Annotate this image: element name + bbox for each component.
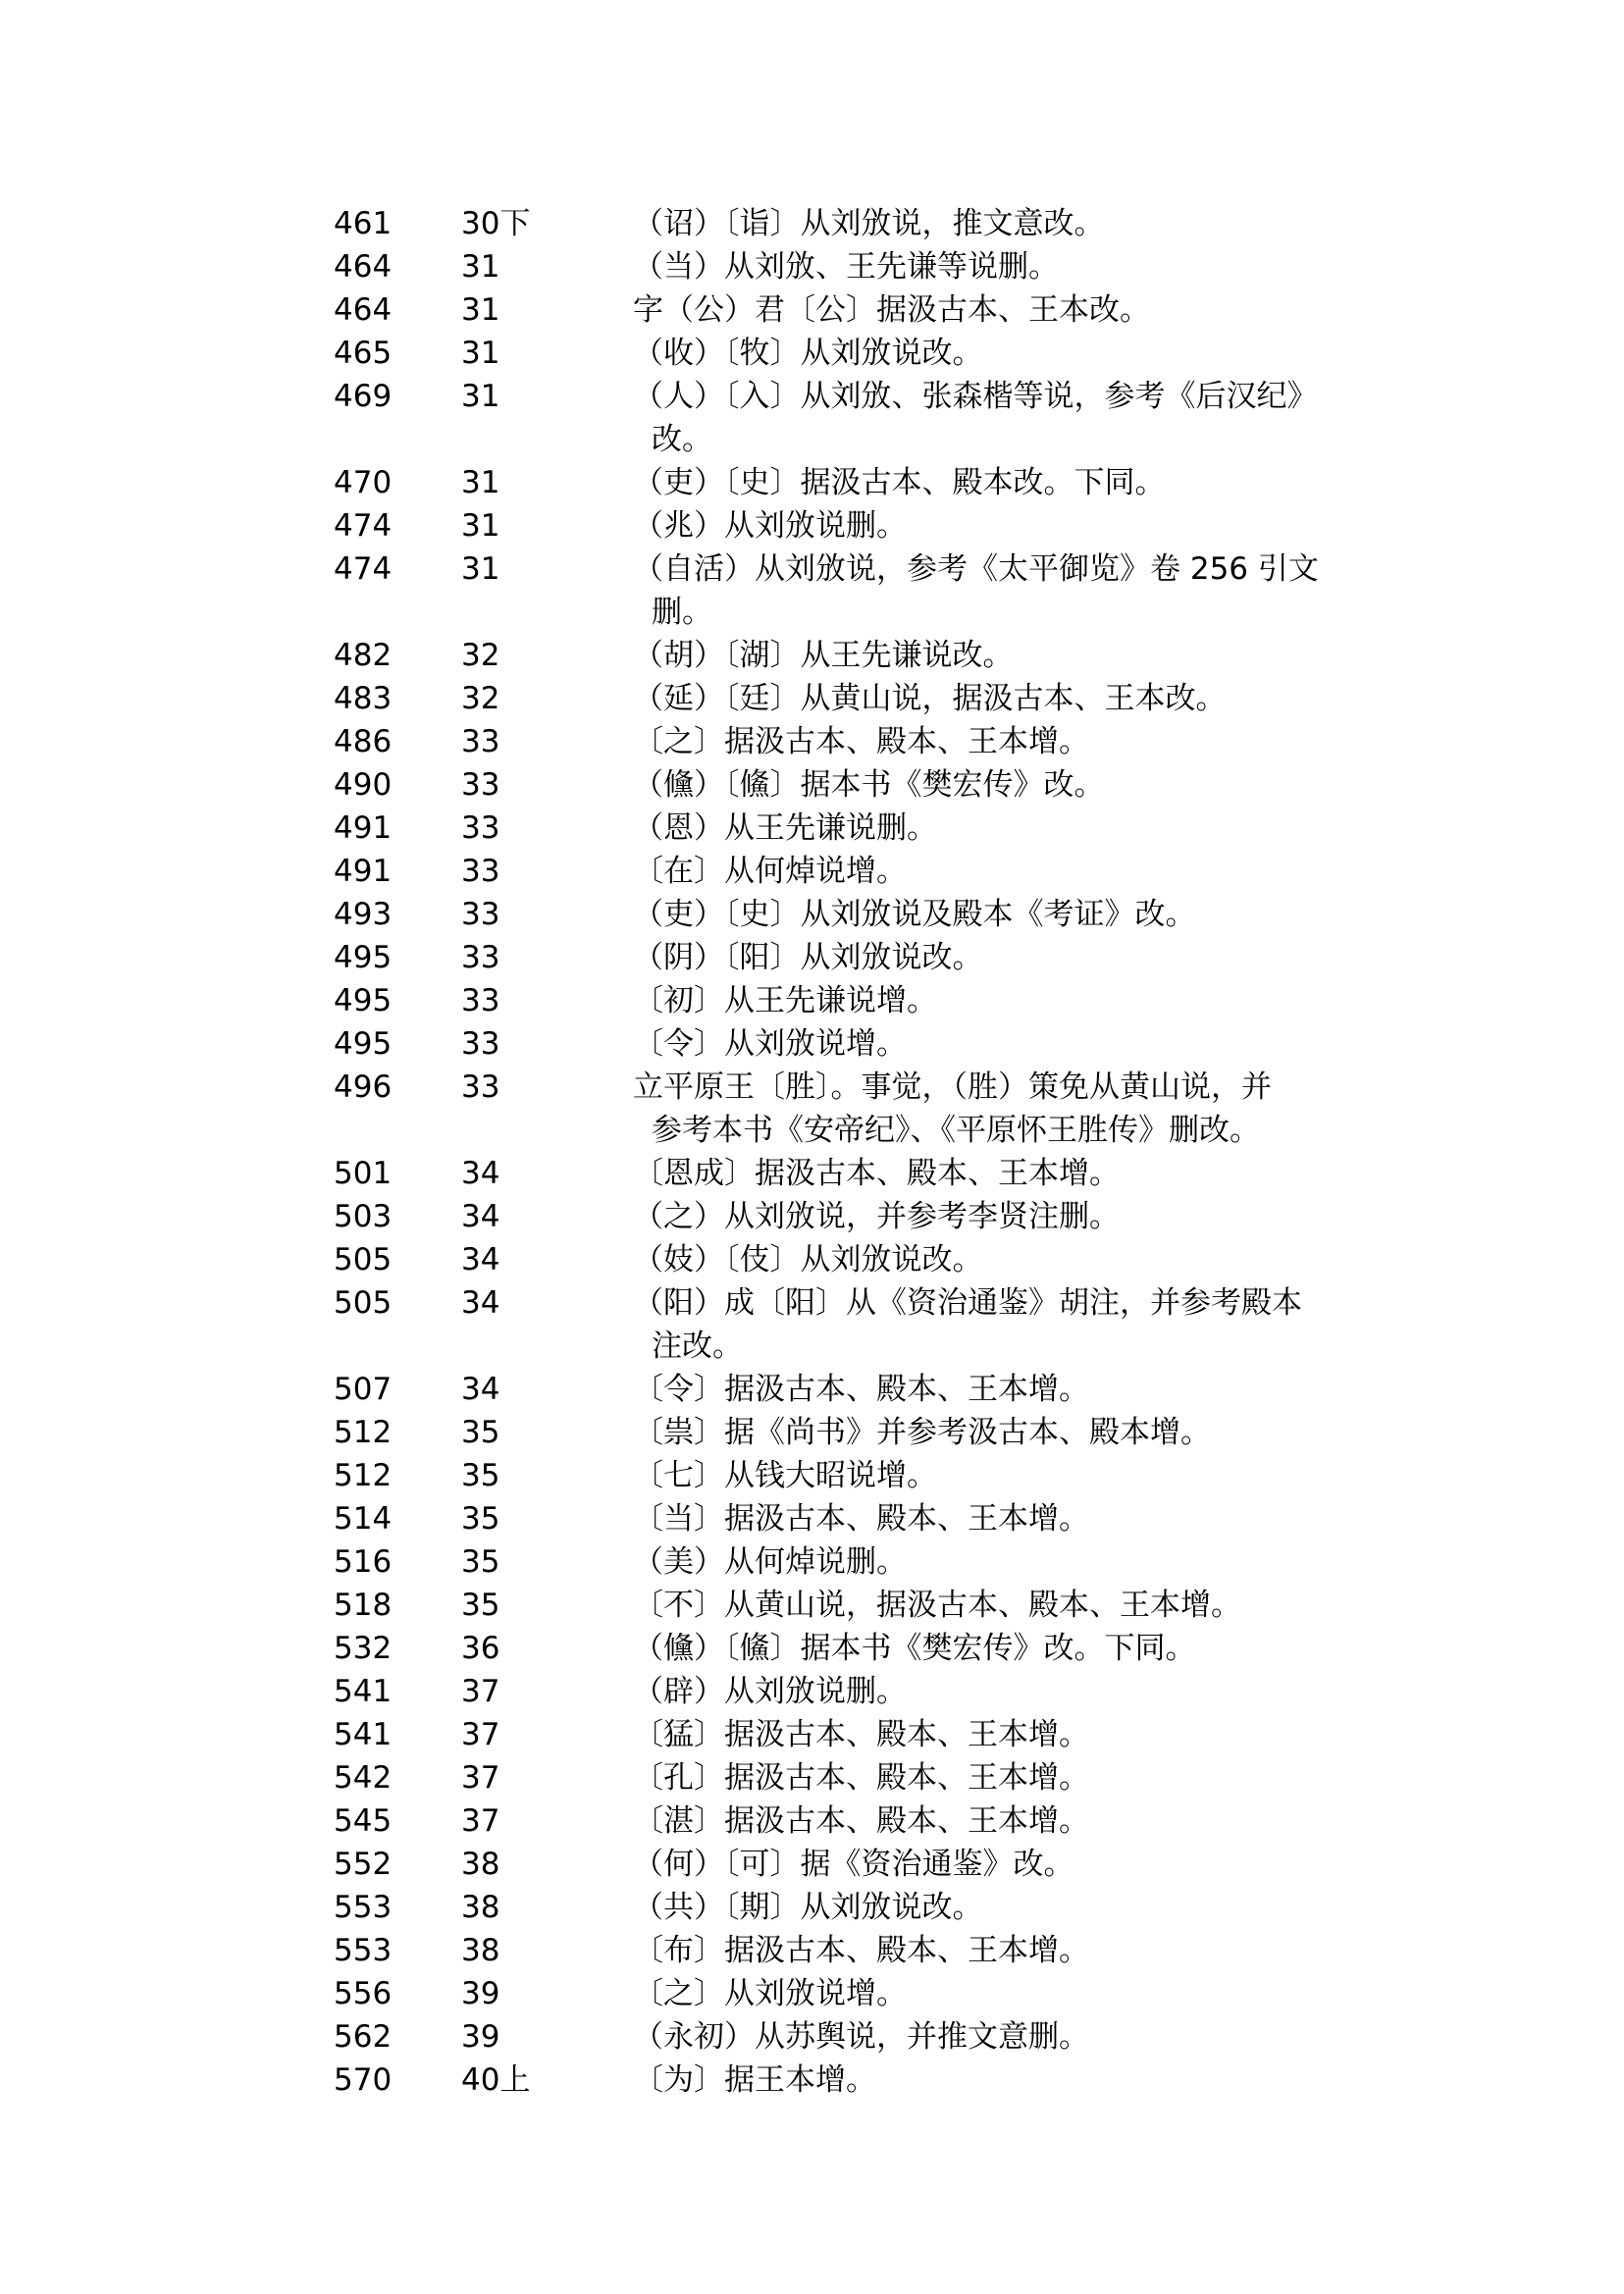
juan-number: 35	[461, 1415, 500, 1450]
table-row	[334, 1670, 1374, 1713]
collation-note	[633, 1411, 1374, 1454]
page-number: 495	[334, 1026, 393, 1062]
juan-number: 37	[461, 1674, 500, 1709]
note-line: 参考本书《安帝纪》、《平原怀王胜传》删改。	[652, 1113, 1260, 1148]
table-row	[334, 1929, 1374, 1972]
page-number: 495	[334, 983, 393, 1018]
note-line: （之）从刘攽说，并参考李贤注删。	[633, 1199, 1120, 1234]
table-row	[334, 1238, 1374, 1281]
table-row	[334, 1368, 1374, 1411]
juan-number: 32	[461, 638, 500, 673]
note-line: 〔祟〕据《尚书》并参考汲古本、殿本增。	[633, 1415, 1211, 1450]
page-number: 503	[334, 1199, 393, 1234]
table-row	[334, 1497, 1374, 1540]
table-row	[334, 1195, 1374, 1238]
collation-note	[633, 1152, 1374, 1195]
collation-note	[633, 2015, 1374, 2059]
note-line: （妓）〔伎〕从刘攽说改。	[633, 1242, 983, 1277]
note-line: （当）从刘攽、王先谦等说删。	[633, 249, 1059, 285]
note-line: （永初）从苏舆说，并推文意删。	[633, 2019, 1089, 2055]
note-line: 删。	[652, 595, 712, 630]
juan-number: 38	[461, 1890, 500, 1925]
collation-table	[334, 202, 1374, 2102]
juan-number: 33	[461, 1069, 500, 1105]
table-row	[334, 677, 1374, 720]
page-number: 469	[334, 379, 393, 414]
page-number: 545	[334, 1803, 393, 1839]
collation-note	[633, 375, 1374, 461]
note-line: 〔猛〕据汲古本、殿本、王本增。	[633, 1717, 1089, 1752]
note-line: （美）从何焯说删。	[633, 1544, 907, 1580]
table-row	[334, 1281, 1374, 1368]
collation-note	[633, 763, 1374, 807]
juan-number: 31	[461, 336, 500, 371]
juan-number: 31	[461, 379, 500, 414]
note-line: （儵）〔鯈〕据本书《樊宏传》改。	[633, 767, 1105, 803]
collation-note	[633, 1281, 1374, 1368]
page-number: 562	[334, 2019, 393, 2055]
note-line: 〔七〕从钱大昭说增。	[633, 1458, 937, 1493]
collation-note	[633, 1713, 1374, 1756]
table-row	[334, 634, 1374, 677]
juan-number: 34	[461, 1242, 500, 1277]
collation-note	[633, 850, 1374, 893]
juan-number: 35	[461, 1588, 500, 1623]
note-line: （自活）从刘攽说，参考《太平御览》卷 256 引文	[633, 551, 1319, 587]
collation-note	[633, 1972, 1374, 2015]
table-row	[334, 2059, 1374, 2102]
table-row	[334, 807, 1374, 850]
table-row	[334, 1584, 1374, 1627]
page-number: 495	[334, 940, 393, 975]
collation-note	[633, 202, 1374, 245]
collation-note	[633, 1627, 1374, 1670]
note-line: （阴）〔阳〕从刘攽说改。	[633, 940, 983, 975]
note-line: 〔当〕据汲古本、殿本、王本增。	[633, 1501, 1089, 1537]
table-row	[334, 1022, 1374, 1066]
juan-number: 30下	[461, 206, 531, 241]
note-line: （共）〔期〕从刘攽说改。	[633, 1890, 983, 1925]
page-number: 491	[334, 854, 393, 889]
collation-note	[633, 1022, 1374, 1066]
collation-note	[633, 893, 1374, 936]
juan-number: 31	[461, 508, 500, 544]
note-line: 立平原王〔胜〕。事觉，（胜）策免从黄山说，并	[633, 1069, 1272, 1105]
juan-number: 31	[461, 551, 500, 587]
collation-note	[633, 1454, 1374, 1497]
page-number: 482	[334, 638, 393, 673]
collation-note	[633, 634, 1374, 677]
note-line: （吏）〔史〕据汲古本、殿本改。下同。	[633, 465, 1166, 500]
collation-note	[633, 1066, 1374, 1152]
juan-number: 37	[461, 1803, 500, 1839]
page-number: 553	[334, 1933, 393, 1968]
page-number: 552	[334, 1847, 393, 1882]
juan-number: 33	[461, 810, 500, 846]
table-row	[334, 1066, 1374, 1152]
table-row	[334, 1972, 1374, 2015]
page-number: 470	[334, 465, 393, 500]
page-number: 512	[334, 1458, 393, 1493]
juan-number: 38	[461, 1847, 500, 1882]
table-row	[334, 461, 1374, 504]
table-row	[334, 1411, 1374, 1454]
page-number: 461	[334, 206, 393, 241]
collation-note	[633, 1756, 1374, 1799]
table-row	[334, 1540, 1374, 1584]
note-line: 〔不〕从黄山说，据汲古本、殿本、王本增。	[633, 1588, 1241, 1623]
note-line: 〔恩成〕据汲古本、殿本、王本增。	[633, 1156, 1120, 1191]
table-row	[334, 979, 1374, 1022]
page-number: 514	[334, 1501, 393, 1537]
note-line: 〔令〕据汲古本、殿本、王本增。	[633, 1372, 1089, 1407]
juan-number: 34	[461, 1285, 500, 1321]
table-row	[334, 288, 1374, 332]
note-line: （儵）〔鯈〕据本书《樊宏传》改。下同。	[633, 1631, 1196, 1666]
juan-number: 38	[461, 1933, 500, 1968]
page-number: 483	[334, 681, 393, 716]
table-row	[334, 720, 1374, 763]
note-line: （吏）〔史〕从刘攽说及殿本《考证》改。	[633, 897, 1196, 932]
collation-note	[633, 677, 1374, 720]
juan-number: 33	[461, 897, 500, 932]
table-row	[334, 1843, 1374, 1886]
table-row	[334, 1454, 1374, 1497]
collation-note	[633, 1843, 1374, 1886]
page-number: 570	[334, 2062, 393, 2098]
page-number: 474	[334, 551, 393, 587]
table-row	[334, 1152, 1374, 1195]
collation-note	[633, 1195, 1374, 1238]
page-number: 491	[334, 810, 393, 846]
collation-note	[633, 1670, 1374, 1713]
note-line: （诏）〔诣〕从刘攽说，推文意改。	[633, 206, 1105, 241]
juan-number: 34	[461, 1199, 500, 1234]
note-line: 〔湛〕据汲古本、殿本、王本增。	[633, 1803, 1089, 1839]
juan-number: 31	[461, 249, 500, 285]
note-line: （阳）成〔阳〕从《资治通鉴》胡注，并参考殿本	[633, 1285, 1302, 1321]
note-line: 〔为〕据王本增。	[633, 2062, 876, 2098]
note-line: （人）〔入〕从刘攽、张森楷等说，参考《后汉纪》	[633, 379, 1318, 414]
note-line: （兆）从刘攽说删。	[633, 508, 907, 544]
juan-number: 31	[461, 465, 500, 500]
page-number: 556	[334, 1976, 393, 2011]
juan-number: 36	[461, 1631, 500, 1666]
table-row	[334, 893, 1374, 936]
juan-number: 39	[461, 2019, 500, 2055]
juan-number: 33	[461, 724, 500, 759]
juan-number: 37	[461, 1717, 500, 1752]
note-line: （恩）从王先谦说删。	[633, 810, 937, 846]
table-row	[334, 245, 1374, 288]
note-line: 改。	[652, 422, 712, 457]
note-line: 〔令〕从刘攽说增。	[633, 1026, 907, 1062]
page-number: 518	[334, 1588, 393, 1623]
table-row	[334, 1799, 1374, 1843]
page-number: 542	[334, 1760, 393, 1796]
page-number: 474	[334, 508, 393, 544]
table-row	[334, 2015, 1374, 2059]
page-number: 553	[334, 1890, 393, 1925]
note-line: 〔之〕从刘攽说增。	[633, 1976, 907, 2011]
collation-note	[633, 1584, 1374, 1627]
table-row	[334, 1886, 1374, 1929]
page-number: 465	[334, 336, 393, 371]
note-line: 注改。	[652, 1329, 743, 1364]
juan-number: 32	[461, 681, 500, 716]
juan-number: 34	[461, 1156, 500, 1191]
page-number: 541	[334, 1674, 393, 1709]
note-line: 〔在〕从何焯说增。	[633, 854, 907, 889]
collation-note	[633, 1238, 1374, 1281]
table-row	[334, 850, 1374, 893]
collation-note	[633, 1540, 1374, 1584]
collation-note	[633, 1368, 1374, 1411]
juan-number: 40上	[461, 2062, 531, 2098]
collation-note	[633, 245, 1374, 288]
juan-number: 35	[461, 1544, 500, 1580]
collation-note	[633, 2059, 1374, 2102]
page-number: 493	[334, 897, 393, 932]
page-number: 512	[334, 1415, 393, 1450]
juan-number: 31	[461, 292, 500, 328]
table-row	[334, 202, 1374, 245]
juan-number: 33	[461, 767, 500, 803]
page-number: 505	[334, 1242, 393, 1277]
table-row	[334, 1756, 1374, 1799]
page-number: 486	[334, 724, 393, 759]
note-line: 〔孔〕据汲古本、殿本、王本增。	[633, 1760, 1089, 1796]
table-row	[334, 547, 1374, 634]
note-line: （辟）从刘攽说删。	[633, 1674, 907, 1709]
juan-number: 35	[461, 1501, 500, 1537]
juan-number: 33	[461, 1026, 500, 1062]
page-number: 516	[334, 1544, 393, 1580]
collation-note	[633, 936, 1374, 979]
page-number: 464	[334, 292, 393, 328]
collation-note	[633, 720, 1374, 763]
note-line: 〔布〕据汲古本、殿本、王本增。	[633, 1933, 1089, 1968]
collation-note	[633, 1929, 1374, 1972]
collation-note	[633, 504, 1374, 547]
collation-note	[633, 807, 1374, 850]
note-line: 〔初〕从王先谦说增。	[633, 983, 937, 1018]
page-number: 541	[334, 1717, 393, 1752]
table-row	[334, 936, 1374, 979]
collation-note	[633, 547, 1374, 634]
collation-note	[633, 979, 1374, 1022]
juan-number: 33	[461, 983, 500, 1018]
note-line: （何）〔可〕据《资治通鉴》改。	[633, 1847, 1074, 1882]
juan-number: 35	[461, 1458, 500, 1493]
page-number: 532	[334, 1631, 393, 1666]
collation-note	[633, 288, 1374, 332]
page-number: 496	[334, 1069, 393, 1105]
page-number: 501	[334, 1156, 393, 1191]
collation-note	[633, 461, 1374, 504]
page-number: 464	[334, 249, 393, 285]
collation-note	[633, 1799, 1374, 1843]
collation-note	[633, 332, 1374, 375]
table-row	[334, 763, 1374, 807]
table-row	[334, 1627, 1374, 1670]
note-line: 字（公）君〔公〕据汲古本、王本改。	[633, 292, 1150, 328]
juan-number: 33	[461, 940, 500, 975]
note-line: （胡）〔湖〕从王先谦说改。	[633, 638, 1014, 673]
juan-number: 33	[461, 854, 500, 889]
juan-number: 39	[461, 1976, 500, 2011]
collation-note	[633, 1497, 1374, 1540]
juan-number: 34	[461, 1372, 500, 1407]
collation-note	[633, 1886, 1374, 1929]
note-line: （收）〔牧〕从刘攽说改。	[633, 336, 983, 371]
note-line: 〔之〕据汲古本、殿本、王本增。	[633, 724, 1089, 759]
table-row	[334, 375, 1374, 461]
note-line: （延）〔廷〕从黄山说，据汲古本、王本改。	[633, 681, 1227, 716]
table-row	[334, 1713, 1374, 1756]
page-number: 507	[334, 1372, 393, 1407]
page-number: 505	[334, 1285, 393, 1321]
juan-number: 37	[461, 1760, 500, 1796]
page-number: 490	[334, 767, 393, 803]
table-row	[334, 332, 1374, 375]
table-row	[334, 504, 1374, 547]
